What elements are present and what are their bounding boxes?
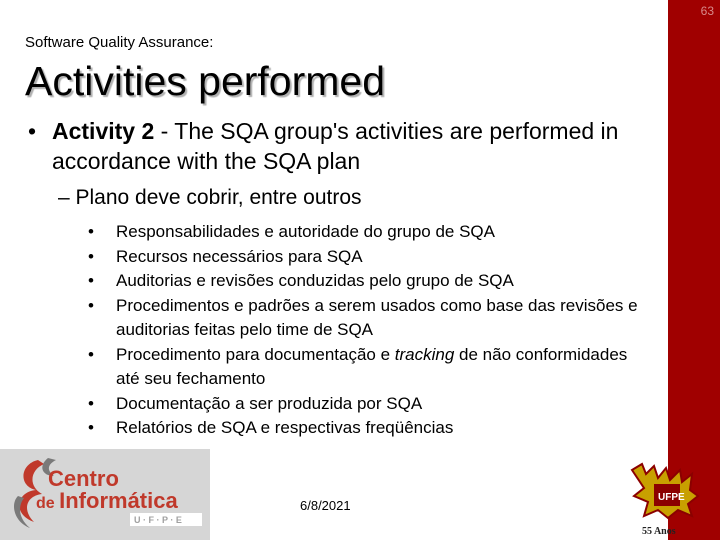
main-bullet: [28, 116, 648, 176]
svg-text:U · F · P · E: U · F · P · E: [134, 515, 182, 525]
list-item: • Auditorias e revisões conduzidas pelo grupo de SQA: [88, 271, 514, 290]
slide-title: Activities performed: [25, 58, 386, 104]
main-bullet-text: [52, 116, 648, 176]
list-item: • Relatórios de SQA e respectivas freqüências: [88, 418, 454, 437]
svg-text:55 Anos: 55 Anos: [642, 526, 676, 537]
bullet-marker: •: [28, 118, 37, 144]
right-accent-bar: [668, 0, 720, 540]
slide-date: 6/8/2021: [300, 498, 351, 513]
coverage-list: [62, 220, 652, 441]
section-label: Software Quality Assurance:: [25, 34, 214, 51]
list-item: • Documentação a ser produzida por SQA: [88, 393, 423, 413]
sub-bullet: – Plano deve cobrir, entre outros: [58, 186, 362, 209]
svg-text:de Informática: de Informática: [36, 488, 178, 513]
svg-text:Centro: Centro: [48, 466, 119, 491]
list-item: • Procedimento para documentação e tracking de não conformidades até seu fechamento: [88, 344, 628, 388]
svg-text:UFPE: UFPE: [658, 492, 685, 503]
page-number: 63: [700, 4, 714, 18]
list-item: • Recursos necessários para SQA: [88, 246, 363, 266]
main-bullet-rest: - The SQA group's activities are performed in accordance with the SQA plan: [52, 118, 619, 174]
cin-logo: [8, 456, 206, 532]
list-item: • Responsabilidades e autoridade do grupo de SQA: [88, 222, 495, 241]
list-item: • Procedimentos e padrões a serem usados como base das revisões e auditorias feitas pelo time de SQA: [88, 295, 638, 339]
ufpe-logo: [624, 460, 714, 538]
main-bullet-bold: Activity 2: [52, 118, 155, 144]
